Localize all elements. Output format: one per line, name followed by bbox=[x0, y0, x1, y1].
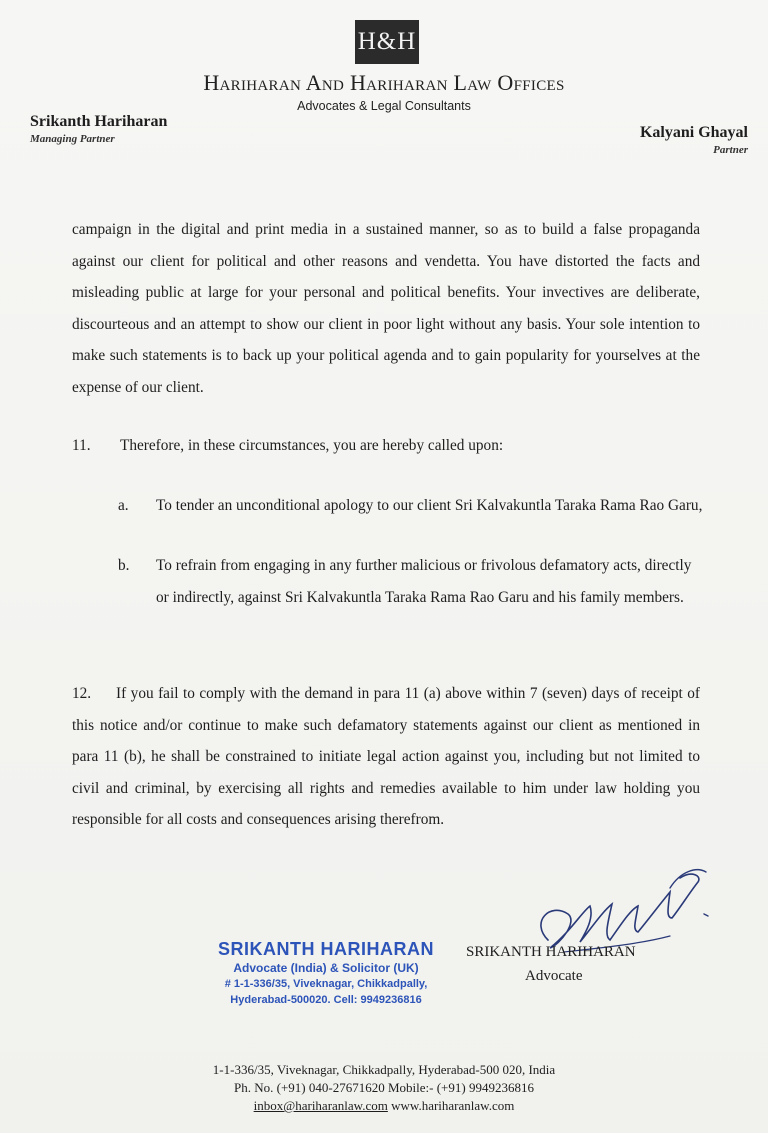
paragraph-text: Therefore, in these circumstances, you are hereby called upon: bbox=[120, 437, 504, 454]
list-letter: a. bbox=[118, 497, 129, 514]
advocate-stamp bbox=[206, 938, 446, 1026]
footer-address: 1-1-336/35, Viveknagar, Chikkadpally, Hyderabad-500 020, India bbox=[212, 1062, 556, 1077]
managing-partner-block bbox=[30, 113, 167, 145]
managing-partner-name: Srikanth Hariharan bbox=[30, 113, 168, 130]
footer-contact bbox=[0, 1098, 768, 1114]
paragraph-text: If you fail to comply with the demand in para 11 (a) above within 7 (seven) days of receipt of this notice and/or continue to make such defamatory statements against our client as mentioned in para 11 (b), he shall be constrained to initiate legal action against you, including but not limited to civil and criminal, by exercising all rights and remedies available to him under law holding you responsible for all costs and consequences arising therefrom. bbox=[72, 685, 700, 829]
stamp-address: # 1-1-336/35, Viveknagar, Chikkadpally, bbox=[224, 978, 428, 990]
list-text: To tender an unconditional apology to our client Sri Kalvakuntla Taraka Rama Rao Garu, bbox=[156, 497, 703, 514]
firm-subtitle: Advocates & Legal Consultants bbox=[297, 99, 471, 113]
list-text: To refrain from engaging in any further malicious or frivolous defamatory acts, directly or indirectly, against Sri Kalvakuntla Taraka Rama Rao Garu and his family members. bbox=[156, 557, 692, 606]
stamp-contact: Hyderabad-500020. Cell: 9949236816 bbox=[230, 994, 422, 1006]
paragraph-12 bbox=[72, 678, 700, 836]
partner-role: Partner bbox=[713, 144, 748, 156]
paragraph-number: 12. bbox=[72, 685, 92, 702]
firm-logo bbox=[355, 20, 419, 64]
stamp-qualification: Advocate (India) & Solicitor (UK) bbox=[233, 961, 419, 975]
list-item-a bbox=[118, 490, 703, 522]
signatory-title: Advocate bbox=[525, 968, 583, 984]
stamp-name: SRIKANTH HARIHARAN bbox=[218, 939, 434, 959]
paragraph-continued: campaign in the digital and print media in a sustained manner, so as to build a false propaganda against our client for political and other reasons and vendetta. You have distorted the facts and misleading public at large for your personal and political benefits. Your invectives are deliberate, discourteous and an attempt to show our client in poor light without any basis. Your sole intention to make such statements is to back up your political agenda and to gain popularity for yourselves at the expense of our client. bbox=[72, 221, 700, 396]
partner-block bbox=[640, 124, 748, 156]
paragraph-11 bbox=[72, 430, 700, 462]
firm-name: Hariharan And Hariharan Law Offices bbox=[203, 70, 565, 95]
list-item-b bbox=[118, 550, 703, 614]
signatory-name: SRIKANTH HARIHARAN bbox=[466, 944, 636, 960]
paragraph-number: 11. bbox=[72, 437, 91, 454]
footer-email-link[interactable]: inbox@hariharanlaw.com bbox=[253, 1098, 388, 1113]
list-letter: b. bbox=[118, 557, 130, 574]
footer-phone: Ph. No. (+91) 040-27671620 Mobile:- (+91) 9949236816 bbox=[234, 1080, 534, 1095]
logo-text: H&H bbox=[357, 28, 417, 55]
managing-partner-role: Managing Partner bbox=[30, 133, 115, 145]
footer-website-link[interactable]: www.hariharanlaw.com bbox=[391, 1098, 515, 1113]
partner-name: Kalyani Ghayal bbox=[639, 124, 748, 141]
